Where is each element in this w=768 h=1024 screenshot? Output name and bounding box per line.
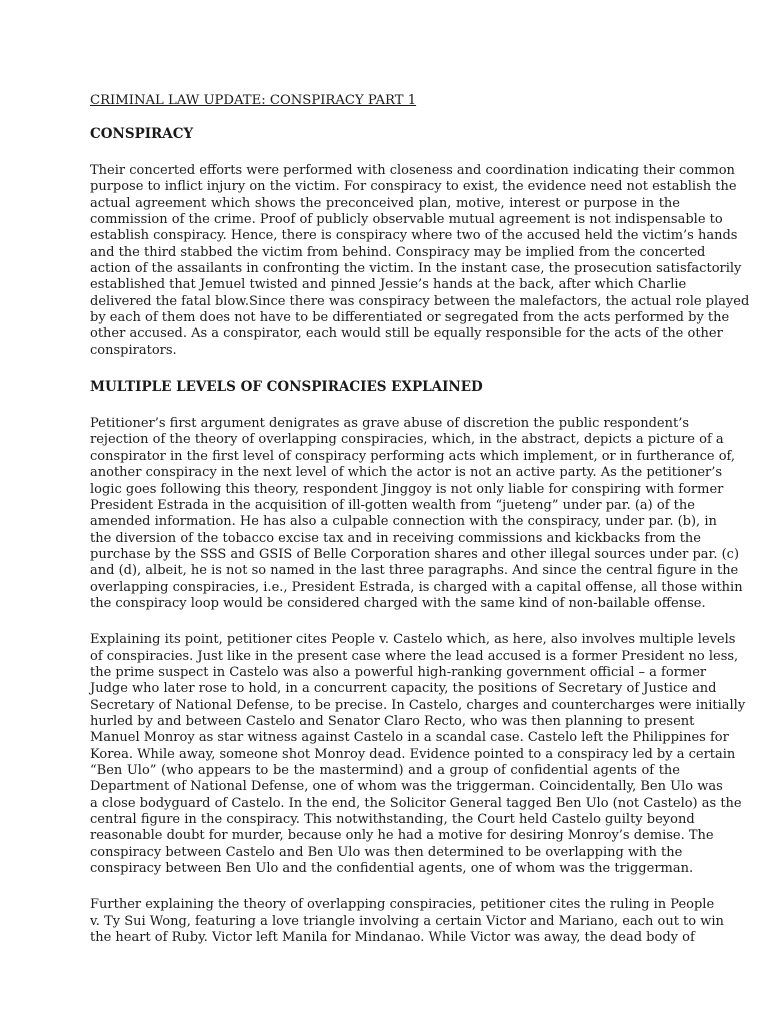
paragraph-line: delivered the fatal blow.Since there was conspiracy between the malefactors, the actual role played	[90, 293, 750, 309]
paragraph-line: and the third stabbed the victim from behind. Conspiracy may be implied from the concerted	[90, 244, 706, 260]
paragraph-line: other accused. As a conspirator, each would still be equally responsible for the acts of the other	[90, 326, 723, 342]
paragraph-line: purchase by the SSS and GSIS of Belle Corporation shares and other illegal sources under par. (c)	[90, 546, 740, 562]
paragraph-line: the heart of Ruby. Victor left Manila for Mindanao. While Victor was away, the dead body of	[90, 930, 695, 946]
paragraph-line: overlapping conspiracies, i.e., President Estrada, is charged with a capital offense, all those within	[90, 579, 743, 595]
paragraph-line: and (d), albeit, he is not so named in the last three paragraphs. And since the central figure in the	[90, 563, 739, 579]
document-title: CRIMINAL LAW UPDATE: CONSPIRACY PART 1	[90, 93, 417, 108]
paragraph	[90, 632, 746, 877]
paragraph	[90, 897, 724, 946]
paragraph-line: Judge who later rose to hold, in a concurrent capacity, the positions of Secretary of Justice and	[90, 681, 717, 697]
paragraph-line: conspirators.	[90, 342, 177, 358]
paragraph-line: a close bodyguard of Castelo. In the end, the Solicitor General tagged Ben Ulo (not Castelo) as the	[90, 795, 742, 811]
paragraph-line: the diversion of the tobacco excise tax and in receiving commissions and kickbacks from the	[90, 530, 701, 546]
paragraph-line: conspirator in the first level of conspiracy performing acts which implement, or in furtherance of,	[90, 448, 736, 464]
paragraph-line: conspiracy between Castelo and Ben Ulo was then determined to be overlapping with the	[90, 844, 683, 860]
paragraph-line: “Ben Ulo” (who appears to be the mastermind) and a group of confidential agents of the	[90, 763, 680, 778]
paragraph-line: commission of the crime. Proof of publicly observable mutual agreement is not indispensable to	[90, 212, 723, 228]
paragraph-line: v. Ty Sui Wong, featuring a love triangle involving a certain Victor and Mariano, each out to win	[90, 913, 724, 929]
paragraph-line: reasonable doubt for murder, because only he had a motive for desiring Monroy’s demise. The	[90, 828, 714, 844]
paragraph-line: the conspiracy loop would be considered charged with the same kind of non-bailable offense.	[90, 595, 706, 611]
paragraph-line: logic goes following this theory, respondent Jinggoy is not only liable for conspiring with former	[90, 481, 724, 497]
paragraph-line: President Estrada in the acquisition of ill-gotten wealth from “jueteng” under par. (a) of the	[90, 497, 695, 513]
paragraph-line: another conspiracy in the next level of which the actor is not an active party. As the petitioner’s	[90, 465, 723, 481]
paragraph-line: central figure in the conspiracy. This notwithstanding, the Court held Castelo guilty beyond	[90, 812, 695, 828]
paragraph-line: conspiracy between Ben Ulo and the confidential agents, one of whom was the triggerman.	[90, 861, 694, 877]
paragraph-line: of conspiracies. Just like in the present case where the lead accused is a former President no less,	[90, 648, 739, 664]
section-heading-conspiracy: CONSPIRACY	[90, 126, 194, 142]
paragraph-line: Further explaining the theory of overlapping conspiracies, petitioner cites the ruling in People	[90, 897, 715, 913]
paragraph-line: Korea. While away, someone shot Monroy dead. Evidence pointed to a conspiracy led by a certain	[90, 746, 736, 762]
section-heading-multiple-levels: MULTIPLE LEVELS OF CONSPIRACIES EXPLAINED	[90, 379, 483, 396]
paragraph-line: Manuel Monroy as star witness against Castelo in a scandal case. Castelo left the Philippines for	[90, 730, 729, 746]
paragraph-line: Explaining its point, petitioner cites People v. Castelo which, as here, also involves multiple levels	[90, 632, 736, 648]
paragraph-line: amended information. He has also a culpable connection with the conspiracy, under par. (b), in	[90, 514, 717, 530]
paragraph-line: establish conspiracy. Hence, there is conspiracy where two of the accused held the victim’s hands	[90, 228, 738, 244]
paragraph-line: established that Jemuel twisted and pinned Jessie’s hands at the back, after which Charlie	[90, 277, 687, 293]
paragraph-line: Department of National Defense, one of whom was the triggerman. Coincidentally, Ben Ulo was	[90, 779, 723, 795]
paragraph	[90, 163, 750, 359]
paragraph-line: Secretary of National Defense, to be precise. In Castelo, charges and countercharges were initially	[90, 697, 746, 713]
paragraph-line: action of the assailants in confronting the victim. In the instant case, the prosecution satisfactorily	[90, 261, 742, 277]
paragraph-line: by each of them does not have to be differentiated or segregated from the acts performed by the	[90, 310, 730, 326]
paragraph-line: actual agreement which shows the preconceived plan, motive, interest or purpose in the	[90, 195, 680, 211]
paragraph-line: hurled by and between Castelo and Senator Claro Recto, who was then planning to present	[90, 713, 695, 729]
paragraph-line: the prime suspect in Castelo was also a powerful high-ranking government official – a former	[90, 664, 707, 680]
paragraph-line: rejection of the theory of overlapping conspiracies, which, in the abstract, depicts a picture of a	[90, 432, 724, 448]
paragraph-line: purpose to inflict injury on the victim. For conspiracy to exist, the evidence need not establish the	[90, 179, 737, 195]
paragraph-line: Their concerted efforts were performed with closeness and coordination indicating their common	[90, 163, 735, 178]
paragraph-line: Petitioner’s first argument denigrates as grave abuse of discretion the public respondent’s	[90, 416, 689, 432]
paragraph	[90, 416, 743, 612]
